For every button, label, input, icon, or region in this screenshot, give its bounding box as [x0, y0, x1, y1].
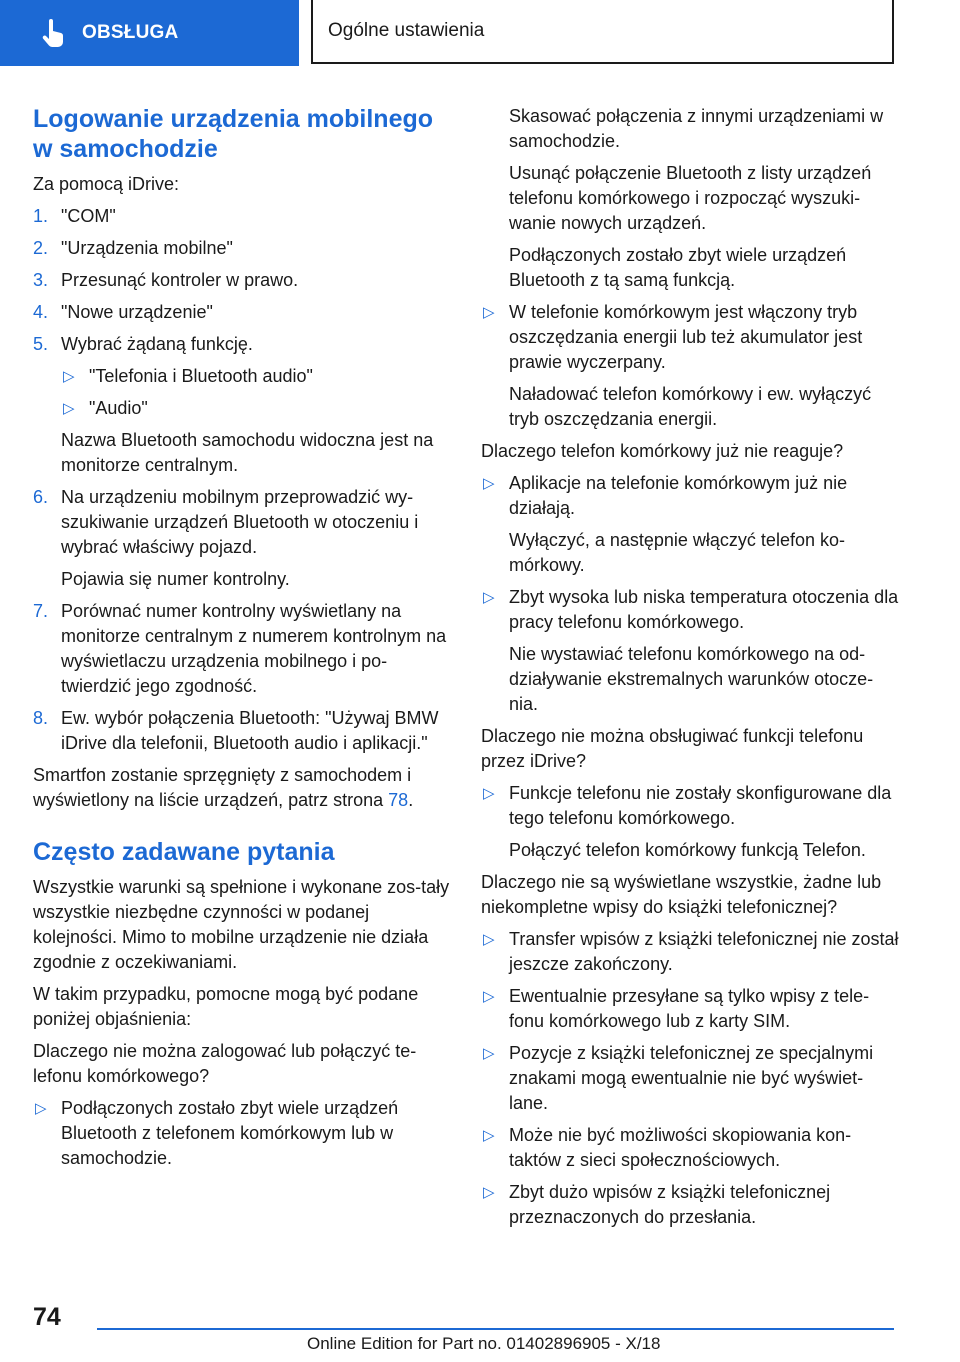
heading-faq: Często zadawane pytania: [33, 838, 335, 866]
triangle-bullet-icon: ▷: [483, 1127, 495, 1144]
list-item-text: Ewentualnie przesyłane są tylko wpisy z tele-fonu komórkowego lub z karty SIM.: [509, 986, 870, 1031]
smartphone-paragraph: [33, 763, 451, 813]
sub-list: [33, 364, 451, 421]
answer-note: Skasować połączenia z innymi urządzeniami w samochodzie.: [509, 106, 884, 151]
list-item: [481, 1123, 899, 1173]
list-item-text: W telefonie komórkowym jest włączony tryb oszczędzania energii lub też akumulator jest prawie wyczerpany.: [509, 302, 863, 372]
chapter-title: Ogólne ustawienia: [311, 0, 894, 64]
triangle-bullet-icon: ▷: [483, 589, 495, 606]
faq-paragraph: W takim przypadku, pomocne mogą być podane poniżej objaśnienia:: [33, 984, 419, 1029]
list-item: [481, 585, 899, 635]
step-number: 6.: [33, 487, 49, 507]
triangle-bullet-icon: ▷: [483, 304, 495, 321]
answer-note: Naładować telefon komórkowy i ew. wyłączyć tryb oszczędzania energii.: [509, 384, 872, 429]
step-text: "COM": [61, 206, 116, 226]
list-item: [481, 984, 899, 1034]
step-number: 7.: [33, 601, 49, 621]
heading-mobile-login: Logowanie urządzenia mobilnego w samochodzie: [33, 105, 434, 163]
step-item: [33, 268, 451, 293]
triangle-bullet-icon: ▷: [35, 1100, 47, 1117]
answer-note: Nie wystawiać telefonu komórkowego na od-działywanie ekstremalnych warunków otocze-nia.: [509, 644, 874, 714]
step-number: 5.: [33, 334, 49, 354]
faq-question: Dlaczego telefon komórkowy już nie reaguje?: [481, 441, 844, 461]
step-number: 3.: [33, 270, 49, 290]
faq-question: Dlaczego nie można zalogować lub połączyć te-lefonu komórkowego?: [33, 1041, 417, 1086]
step-text: Na urządzeniu mobilnym przeprowadzić wy-szukiwanie urządzeń Bluetooth w otoczeniu i wybrać właściwy pojazd.: [61, 487, 419, 557]
triangle-bullet-icon: ▷: [483, 988, 495, 1005]
footer-divider: [97, 1328, 894, 1330]
left-column: [33, 104, 451, 1178]
section-tab: [0, 0, 299, 66]
step-number: 4.: [33, 302, 49, 322]
list-item-text: Funkcje telefonu nie zostały skonfigurowane dla tego telefonu komórkowego.: [509, 783, 892, 828]
list-item: [481, 1180, 899, 1230]
step-note: Nazwa Bluetooth samochodu widoczna jest na monitorze centralnym.: [61, 430, 434, 475]
answer-note: Połączyć telefon komórkowy funkcją Telefon.: [509, 840, 866, 860]
list-item: [481, 781, 899, 831]
step-number: 1.: [33, 206, 49, 226]
list-item-text: Zbyt wysoka lub niska temperatura otoczenia dla pracy telefonu komórkowego.: [509, 587, 899, 632]
list-item-text: Podłączonych zostało zbyt wiele urządzeń Bluetooth z telefonem komórkowym lub w samochodzie.: [61, 1098, 399, 1168]
step-text: Wybrać żądaną funkcję.: [61, 334, 253, 354]
faq-paragraph: Wszystkie warunki są spełnione i wykonane zos-tały wszystkie niezbędne czynności w podanej kolejności. Mimo to mobilne urządzenie nie działa zgodnie z oczekiwaniami.: [33, 877, 450, 972]
answer-note: Usunąć połączenie Bluetooth z listy urządzeń telefonu komórkowego i rozpocząć wyszuki-wanie nowych urządzeń.: [509, 163, 872, 233]
triangle-bullet-icon: ▷: [483, 1184, 495, 1201]
list-item: [61, 396, 451, 421]
list-item-text: Transfer wpisów z książki telefonicznej nie został jeszcze zakończony.: [509, 929, 899, 974]
triangle-bullet-icon: ▷: [483, 785, 495, 802]
list-item-text: "Telefonia i Bluetooth audio": [89, 366, 313, 386]
step-item: [33, 204, 451, 229]
step-item: [33, 485, 451, 560]
triangle-bullet-icon: ▷: [63, 400, 75, 417]
list-item: [481, 471, 899, 521]
list-item-text: "Audio": [89, 398, 148, 418]
page-reference-link[interactable]: 78: [388, 790, 409, 810]
step-text: Porównać numer kontrolny wyświetlany na monitorze centralnym z numerem kontrolnym na wyświetlaczu urządzenia mobilnego i po-twierdzić jego zgodność.: [61, 601, 447, 696]
step-note: Pojawia się numer kontrolny.: [61, 569, 290, 589]
step-number: 8.: [33, 708, 49, 728]
faq-question: Dlaczego nie są wyświetlane wszystkie, żadne lub niekompletne wpisy do książki telefonicznej?: [481, 872, 882, 917]
list-item-text: Zbyt dużo wpisów z książki telefonicznej przeznaczonych do przesłania.: [509, 1182, 831, 1227]
list-item-text: Pozycje z książki telefonicznej ze specjalnymi znakami mogą ewentualnie nie być wyświet-lane.: [509, 1043, 874, 1113]
step-text: Ew. wybór połączenia Bluetooth: "Używaj BMW iDrive dla telefonii, Bluetooth audio i aplikacji.": [61, 708, 439, 753]
list-item-text: Może nie być możliwości skopiowania kon-taktów z sieci społecznościowych.: [509, 1125, 852, 1170]
answer-note: Wyłączyć, a następnie włączyć telefon ko-mórkowy.: [509, 530, 845, 575]
paragraph-text: Smartfon zostanie sprzęgnięty z samochodem i wyświetlony na liście urządzeń, patrz strona: [33, 765, 412, 810]
page-number: 74: [33, 1303, 61, 1331]
hand-pointer-icon: [38, 18, 68, 48]
step-item: [33, 599, 451, 699]
list-item: [481, 1041, 899, 1116]
list-item: [33, 1096, 451, 1171]
footer-edition: Online Edition for Part no. 01402896905 - X/18: [307, 1334, 661, 1353]
step-text: "Urządzenia mobilne": [61, 238, 233, 258]
intro-text: Za pomocą iDrive:: [33, 174, 180, 194]
step-text: "Nowe urządzenie": [61, 302, 213, 322]
step-item: [33, 332, 451, 357]
answer-note: Podłączonych zostało zbyt wiele urządzeń Bluetooth z tą samą funkcją.: [509, 245, 847, 290]
step-item: [33, 706, 451, 756]
triangle-bullet-icon: ▷: [63, 368, 75, 385]
triangle-bullet-icon: ▷: [483, 1045, 495, 1062]
step-text: Przesunąć kontroler w prawo.: [61, 270, 299, 290]
paragraph-end: .: [408, 790, 414, 810]
step-item: [33, 300, 451, 325]
faq-question: Dlaczego nie można obsługiwać funkcji telefonu przez iDrive?: [481, 726, 864, 771]
step-item: [33, 236, 451, 261]
list-item: [481, 927, 899, 977]
list-item: [481, 300, 899, 375]
step-number: 2.: [33, 238, 49, 258]
triangle-bullet-icon: ▷: [483, 931, 495, 948]
right-column: [481, 104, 899, 1237]
triangle-bullet-icon: ▷: [483, 475, 495, 492]
list-item-text: Aplikacje na telefonie komórkowym już nie działają.: [509, 473, 848, 518]
section-tab-label: OBSŁUGA: [82, 22, 179, 43]
list-item: [61, 364, 451, 389]
